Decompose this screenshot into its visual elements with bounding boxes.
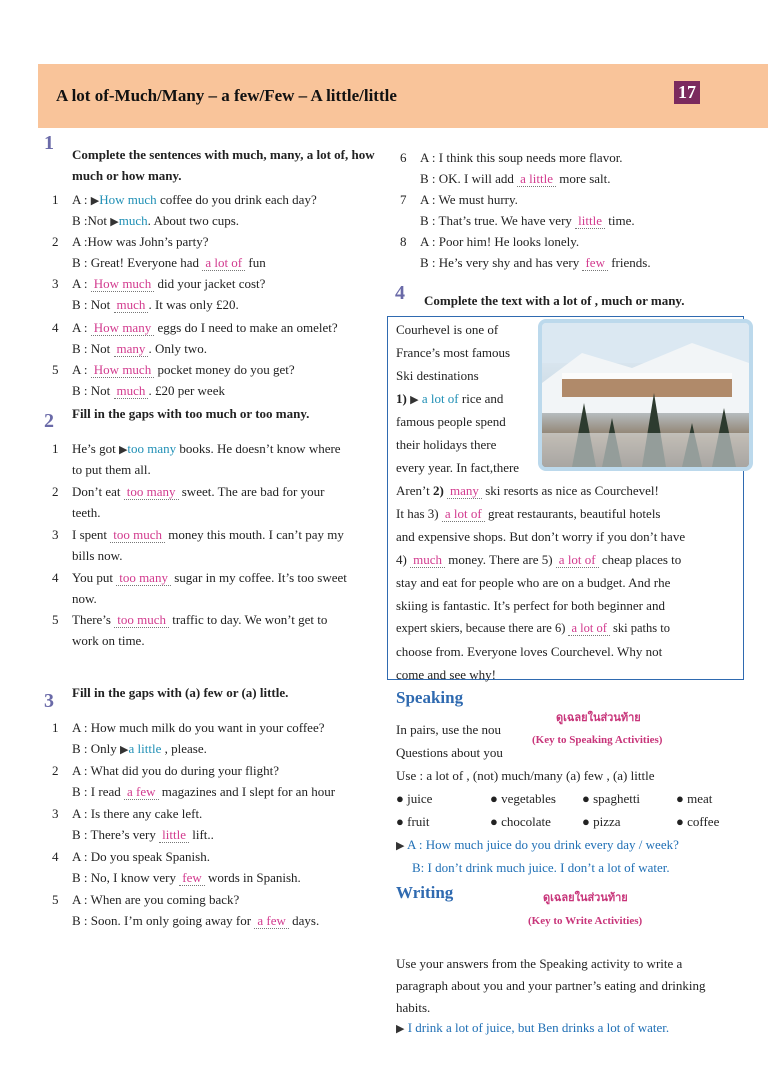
writing-heading: Writing — [396, 883, 454, 902]
answer-line — [72, 297, 239, 313]
answer-line-answer: a few — [254, 913, 289, 929]
speaking-use-line: Use : a lot of , (not) much/many (a) few , (a) little — [396, 768, 655, 783]
question-line — [72, 362, 295, 378]
item-number: 4 — [52, 849, 59, 864]
item-number: 7 — [400, 192, 407, 207]
speaking-example-2: B: I don’t drink much juice. I don’t a lot of water. — [412, 860, 670, 875]
answer-line-post: words in Spanish. — [204, 870, 301, 885]
answer-line-post: friends. — [607, 255, 651, 270]
answer-line — [72, 255, 266, 271]
section-1-number: 1 — [44, 132, 54, 154]
sentence-line-answer: too many — [127, 441, 177, 456]
writing-key-note: (Key to Write Activities) — [528, 915, 643, 927]
question-line-answer: How much — [99, 192, 157, 207]
writing-line-1: Use your answers from the Speaking activity to write a — [396, 956, 683, 971]
sentence-continuation: to put them all. — [72, 462, 151, 477]
item-number: 2 — [52, 484, 59, 499]
bullet-icon: ● — [490, 814, 502, 829]
answer-line-post: . It was only £20. — [148, 297, 239, 312]
section-2-number: 2 — [44, 410, 54, 432]
sentence-line-answer: too much — [110, 527, 165, 543]
item-number: 6 — [400, 150, 407, 165]
item-number: 5 — [52, 892, 59, 907]
answer-line — [420, 213, 635, 229]
answer-line-post: magazines and I slept for an hour — [158, 784, 336, 799]
text-line-14-post: ski paths to — [609, 621, 670, 635]
answer-5: a lot of — [556, 552, 599, 568]
text-line-11-pre: 4) — [396, 552, 411, 567]
answer-line — [72, 213, 239, 229]
answer-line-answer: a few — [124, 784, 159, 800]
text-line-3: Ski destinations — [396, 368, 479, 383]
text-line-9 — [396, 506, 661, 522]
answer-line — [72, 341, 207, 357]
item-number: 2 — [52, 234, 59, 249]
speaking-example-1-text: A : How much juice do you drink every day / week? — [407, 837, 679, 852]
food-item-label: chocolate — [501, 814, 551, 829]
play-arrow-icon: ▶ — [120, 744, 129, 756]
text-line-11 — [396, 552, 681, 568]
ski-resort-photo — [538, 319, 753, 471]
text-line-4-tail: rice and — [461, 391, 504, 406]
answer-6: a lot of — [568, 621, 609, 636]
sentence-line-pre: I spent — [72, 527, 111, 542]
sentence-line-pre: He’s got — [72, 441, 119, 456]
answer-line-pre: B : I read — [72, 784, 124, 799]
food-item — [490, 814, 551, 830]
text-line-16: come and see why! — [396, 667, 496, 682]
food-item-label: coffee — [687, 814, 720, 829]
question-line — [72, 192, 317, 208]
item-number: 4 — [52, 570, 59, 585]
speaking-example-1 — [396, 837, 679, 853]
sentence-line — [72, 527, 344, 543]
bullet-icon: ● — [582, 791, 594, 806]
answer-1: a lot of — [421, 391, 459, 406]
answer-line-post: . Only two. — [148, 341, 207, 356]
section-4-instruction: Complete the text with a lot of , much or many. — [424, 293, 685, 308]
sentence-continuation: bills now. — [72, 548, 123, 563]
play-arrow-icon: ▶ — [118, 444, 128, 456]
play-arrow-icon: ▶ — [110, 216, 119, 228]
food-item-label: pizza — [593, 814, 621, 829]
answer-line-post: lift.. — [188, 827, 214, 842]
answer-line-answer: a little — [517, 171, 556, 187]
item-number: 1 — [52, 192, 59, 207]
answer-line-answer: much — [118, 213, 148, 228]
question-line: A : Do you speak Spanish. — [72, 849, 210, 864]
sentence-line — [72, 441, 341, 457]
item-number: 5 — [52, 362, 59, 377]
header-banner — [38, 64, 768, 128]
answer-4: much — [410, 552, 445, 568]
bullet-icon: ● — [676, 791, 688, 806]
text-line-2: France’s most famous — [396, 345, 511, 360]
bullet-icon: ● — [490, 791, 502, 806]
play-arrow-icon: ▶ — [396, 1023, 405, 1035]
text-line-12: stay and eat for people who are on a budget. And rhe — [396, 575, 671, 590]
answer-line-answer: many — [114, 341, 149, 357]
question-line-pre: A : — [72, 192, 91, 207]
question-line-post: eggs do I need to make an omelet? — [154, 320, 338, 335]
sentence-continuation: teeth. — [72, 505, 101, 520]
writing-line-2: paragraph about you and your partner’s eating and drinking — [396, 978, 706, 993]
answer-2-label: 2) — [432, 483, 444, 498]
answer-line-answer: much — [114, 297, 149, 313]
text-line-4 — [396, 391, 503, 407]
food-item-label: vegetables — [501, 791, 556, 806]
sentence-line-answer: too much — [114, 612, 169, 628]
answer-line-pre: B : There’s very — [72, 827, 160, 842]
answer-line-pre: B :Not — [72, 213, 111, 228]
answer-line-pre: B : No, I know very — [72, 870, 180, 885]
text-line-13: skiing is fantastic. It’s perfect for both beginner and — [396, 598, 665, 613]
question-line — [72, 276, 265, 292]
answer-3: a lot of — [442, 506, 485, 522]
section-3-instruction: Fill in the gaps with (a) few or (a) little. — [72, 685, 289, 700]
answer-line-pre: B : Not — [72, 341, 114, 356]
answer-line-post: time. — [605, 213, 635, 228]
question-line: A :How was John’s party? — [72, 234, 209, 249]
writing-example-text: I drink a lot of juice, but Ben drinks a lot of water. — [407, 1020, 670, 1035]
text-line-15: choose from. Everyone loves Courchevel. Why not — [396, 644, 663, 659]
question-line: A : What did you do during your flight? — [72, 763, 280, 778]
sentence-line-pre: You put — [72, 570, 117, 585]
food-item-label: fruit — [407, 814, 430, 829]
speaking-heading: Speaking — [396, 688, 464, 707]
answer-line — [420, 171, 611, 187]
answer-line-pre: B : Soon. I’m only going away for — [72, 913, 255, 928]
sentence-line-answer: too many — [116, 570, 171, 586]
text-line-6: their holidays there — [396, 437, 497, 452]
food-item — [490, 791, 556, 807]
item-number: 1 — [52, 720, 59, 735]
text-line-9-post: great restaurants, beautiful hotels — [484, 506, 661, 521]
answer-line — [72, 827, 214, 843]
answer-line-post: . About two cups. — [147, 213, 240, 228]
text-line-5: famous people spend — [396, 414, 506, 429]
speaking-line-1: In pairs, use the nou — [396, 722, 502, 737]
sentence-line-post: books. He doesn’t know where — [176, 441, 341, 456]
play-arrow-icon: ▶ — [396, 840, 405, 852]
unit-badge: 17 — [674, 81, 700, 104]
page-title: A lot of-Much/Many – a few/Few – A little/little — [56, 86, 397, 105]
answer-line-pre: B : Not — [72, 383, 114, 398]
answer-line-pre: B : That’s true. We have very — [420, 213, 576, 228]
food-item — [582, 791, 640, 807]
question-line-post: coffee do you drink each day? — [156, 192, 317, 207]
item-number: 3 — [52, 806, 59, 821]
answer-line-answer: a lot of — [202, 255, 245, 271]
question-line-post: pocket money do you get? — [154, 362, 295, 377]
item-number: 3 — [52, 527, 59, 542]
food-item — [396, 814, 430, 830]
question-line: A : How much milk do you want in your coffee? — [72, 720, 325, 735]
text-line-14 — [396, 621, 670, 636]
answer-1-label: 1) — [396, 391, 407, 406]
item-number: 8 — [400, 234, 407, 249]
writing-line-3: habits. — [396, 1000, 431, 1015]
answer-line-post: . £20 per week — [148, 383, 225, 398]
sentence-line-post: sweet. The are bad for your — [178, 484, 325, 499]
answer-line — [72, 784, 335, 800]
answer-line-pre: B : Only — [72, 741, 121, 756]
answer-line-answer: little — [159, 827, 189, 843]
answer-line — [72, 741, 207, 757]
answer-line-post: , please. — [161, 741, 207, 756]
answer-line — [72, 870, 301, 886]
item-number: 1 — [52, 441, 59, 456]
section-3-number: 3 — [44, 690, 54, 712]
food-item — [676, 791, 712, 807]
answer-line — [72, 913, 319, 929]
sentence-line-answer: too many — [124, 484, 179, 500]
answer-line-answer: few — [582, 255, 608, 271]
food-item-label: spaghetti — [593, 791, 641, 806]
sentence-line-post: sugar in my coffee. It’s too sweet — [170, 570, 347, 585]
sentence-line — [72, 484, 324, 500]
text-line-7: every year. In fact,there — [396, 460, 520, 475]
bullet-icon: ● — [396, 791, 408, 806]
item-number: 5 — [52, 612, 59, 627]
answer-2: many — [447, 483, 482, 499]
sentence-continuation: now. — [72, 591, 97, 606]
bullet-icon: ● — [396, 814, 408, 829]
answer-line-post: more salt. — [556, 171, 611, 186]
food-item — [396, 791, 432, 807]
question-line: A : I think this soup needs more flavor. — [420, 150, 623, 165]
answer-line-answer: little — [575, 213, 605, 229]
item-number: 4 — [52, 320, 59, 335]
text-line-9-pre: It has 3) — [396, 506, 442, 521]
food-item-label: meat — [687, 791, 713, 806]
section-2-instruction: Fill in the gaps with too much or too many. — [72, 406, 310, 421]
answer-line-pre: B : Not — [72, 297, 114, 312]
writing-thai-note: ดูเฉลยในส่วนท้าย — [543, 892, 628, 904]
answer-line-answer: a little — [128, 741, 162, 756]
speaking-key-note: (Key to Speaking Activities) — [532, 734, 663, 746]
sentence-line-pre: Don’t eat — [72, 484, 124, 499]
question-line — [72, 320, 338, 336]
question-line-answer: How much — [91, 276, 154, 292]
question-line-answer: How much — [91, 362, 154, 378]
play-arrow-icon: ▶ — [410, 394, 419, 406]
food-item-label: juice — [407, 791, 433, 806]
food-item — [676, 814, 719, 830]
text-line-8 — [396, 483, 659, 499]
answer-line — [420, 255, 651, 271]
speaking-line-2: Questions about you — [396, 745, 503, 760]
section-4-number: 4 — [395, 282, 405, 304]
answer-line-answer: few — [179, 870, 205, 886]
sentence-line — [72, 612, 327, 628]
answer-line-pre: B : OK. I will add — [420, 171, 518, 186]
bullet-icon: ● — [676, 814, 688, 829]
section-1-instruction: Complete the sentences with much, many, a lot of, how much or how many. — [72, 147, 375, 183]
play-arrow-icon: ▶ — [90, 195, 100, 207]
food-item — [582, 814, 621, 830]
text-line-11-post: cheap places to — [598, 552, 682, 567]
answer-line-pre: B : He’s very shy and has very — [420, 255, 583, 270]
text-line-14-pre: expert skiers, because there are 6) — [396, 621, 569, 635]
sentence-line-post: money this mouth. I can’t pay my — [165, 527, 344, 542]
text-line-1: Courhevel is one of — [396, 322, 499, 337]
text-line-10: and expensive shops. But don’t worry if you don’t have — [396, 529, 686, 544]
sentence-line-pre: There’s — [72, 612, 115, 627]
question-line: A : Is there any cake left. — [72, 806, 203, 821]
speaking-thai-note: ดูเฉลยในส่วนท้าย — [556, 712, 641, 724]
text-line-11-mid: money. There are 5) — [444, 552, 556, 567]
answer-line-post: fun — [245, 255, 266, 270]
sentence-continuation: work on time. — [72, 633, 145, 648]
sentence-line-post: traffic to day. We won’t get to — [168, 612, 328, 627]
item-number: 3 — [52, 276, 59, 291]
sentence-line — [72, 570, 347, 586]
question-line-answer: How many — [91, 320, 154, 336]
question-line-pre: A : — [72, 276, 91, 291]
answer-line-answer: much — [114, 383, 149, 399]
text-line-8-pre: Aren’t — [396, 483, 433, 498]
bullet-icon: ● — [582, 814, 594, 829]
question-line-pre: A : — [72, 362, 91, 377]
answer-line — [72, 383, 225, 399]
item-number: 2 — [52, 763, 59, 778]
question-line: A : When are you coming back? — [72, 892, 240, 907]
question-line: A : Poor him! He looks lonely. — [420, 234, 580, 249]
question-line-post: did your jacket cost? — [154, 276, 266, 291]
question-line-pre: A : — [72, 320, 91, 335]
answer-line-post: days. — [288, 913, 320, 928]
answer-line-pre: B : Great! Everyone had — [72, 255, 203, 270]
question-line: A : We must hurry. — [420, 192, 518, 207]
writing-example — [396, 1020, 669, 1036]
text-line-8-post: ski resorts as nice as Courchevel! — [481, 483, 659, 498]
